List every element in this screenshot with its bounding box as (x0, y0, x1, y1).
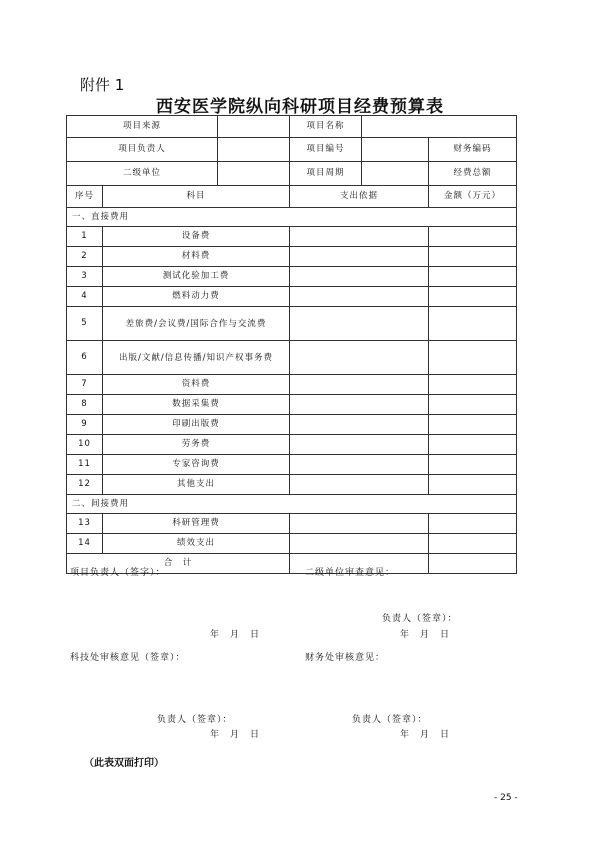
row-number: 12 (67, 475, 103, 495)
page-title: 西安医学院纵向科研项目经费预算表 (156, 97, 444, 117)
print-note: （此表双面打印） (84, 758, 164, 769)
responsible-signature-label: 负责人（签章）： (382, 614, 458, 624)
row-amount[interactable] (429, 227, 517, 247)
name-value[interactable] (362, 116, 517, 138)
row-amount[interactable] (429, 395, 517, 415)
row-number: 1 (67, 227, 103, 247)
row-number: 5 (67, 307, 103, 341)
row-basis[interactable] (290, 287, 429, 307)
row-amount[interactable] (429, 287, 517, 307)
unit-value[interactable] (218, 162, 290, 186)
row-amount[interactable] (429, 435, 517, 455)
row-amount[interactable] (429, 375, 517, 395)
attachment-label: 附件 1 (80, 76, 125, 94)
date-label: 年 月 日 (400, 630, 451, 640)
budget-row (67, 375, 517, 395)
row-subject: 数据采集费 (103, 395, 290, 415)
row-amount[interactable] (429, 341, 517, 375)
row-amount[interactable] (429, 514, 517, 534)
row-subject: 绩效支出 (103, 534, 290, 554)
row-basis[interactable] (290, 395, 429, 415)
total-cell (429, 162, 517, 186)
leader-value[interactable] (218, 138, 290, 162)
direct-cost-rows (67, 227, 517, 495)
info-row (67, 162, 517, 186)
direct-cost-label: 一、直接费用 (67, 208, 517, 227)
total-row-label: 合 计 (67, 554, 290, 574)
budget-row (67, 341, 517, 375)
indirect-cost-rows (67, 514, 517, 554)
row-basis[interactable] (290, 307, 429, 341)
responsible-signature-label: 负责人（签章）： (157, 715, 233, 725)
row-number: 14 (67, 534, 103, 554)
responsible-signature-label: 负责人（签章）： (352, 715, 428, 725)
row-subject: 设备费 (103, 227, 290, 247)
budget-row (67, 475, 517, 495)
row-subject: 劳务费 (103, 435, 290, 455)
row-basis[interactable] (290, 534, 429, 554)
row-amount[interactable] (429, 415, 517, 435)
budget-row (67, 287, 517, 307)
header-basis: 支出依据 (290, 186, 429, 208)
budget-row (67, 395, 517, 415)
header-row (67, 186, 517, 208)
row-number: 7 (67, 375, 103, 395)
header-subject: 科目 (103, 186, 290, 208)
finance-office-opinion-label: 财务处审核意见： (305, 653, 386, 663)
row-basis[interactable] (290, 435, 429, 455)
row-subject: 燃料动力费 (103, 287, 290, 307)
row-subject: 科研管理费 (103, 514, 290, 534)
row-basis[interactable] (290, 514, 429, 534)
budget-row (67, 247, 517, 267)
row-subject: 其他支出 (103, 475, 290, 495)
total-label: 经费总额 (453, 168, 492, 178)
budget-row (67, 227, 517, 247)
budget-row (67, 455, 517, 475)
page-number: - 25 - (494, 793, 518, 803)
row-basis[interactable] (290, 375, 429, 395)
row-number: 3 (67, 267, 103, 287)
row-basis[interactable] (290, 475, 429, 495)
total-amount[interactable] (429, 554, 517, 574)
section-row (67, 208, 517, 227)
row-basis[interactable] (290, 247, 429, 267)
budget-row (67, 514, 517, 534)
row-basis[interactable] (290, 455, 429, 475)
code-label: 项目编号 (290, 138, 362, 162)
indirect-cost-label: 二、间接费用 (67, 495, 517, 514)
budget-row (67, 415, 517, 435)
date-label: 年 月 日 (210, 630, 261, 640)
row-number: 9 (67, 415, 103, 435)
row-basis[interactable] (290, 415, 429, 435)
row-number: 11 (67, 455, 103, 475)
fin-code-label: 财务编码 (453, 144, 492, 154)
unit-opinion-label: 二级单位审查意见： (305, 568, 396, 578)
period-value[interactable] (362, 162, 429, 186)
row-number: 4 (67, 287, 103, 307)
source-value[interactable] (218, 116, 290, 138)
date-label: 年 月 日 (400, 730, 451, 740)
row-basis[interactable] (290, 341, 429, 375)
code-value[interactable] (362, 138, 429, 162)
row-amount[interactable] (429, 307, 517, 341)
leader-signature-label: 项目负责人（签字）： (70, 568, 166, 578)
row-number: 6 (67, 341, 103, 375)
row-amount[interactable] (429, 534, 517, 554)
row-subject: 差旅费/会议费/国际合作与交流费 (103, 307, 290, 341)
fin-code-cell (429, 138, 517, 162)
row-subject: 材料费 (103, 247, 290, 267)
row-amount[interactable] (429, 247, 517, 267)
budget-table (66, 115, 517, 574)
header-amount: 金额（万元） (429, 186, 517, 208)
row-number: 2 (67, 247, 103, 267)
name-label: 项目名称 (290, 116, 362, 138)
budget-row (67, 267, 517, 287)
row-basis[interactable] (290, 227, 429, 247)
sci-office-opinion-label: 科技处审核意见（签章）： (70, 653, 186, 663)
period-label: 项目周期 (290, 162, 362, 186)
date-label: 年 月 日 (210, 730, 261, 740)
budget-row (67, 435, 517, 455)
unit-label: 二级单位 (67, 162, 218, 186)
header-no: 序号 (67, 186, 103, 208)
row-number: 13 (67, 514, 103, 534)
row-subject: 印刷出版费 (103, 415, 290, 435)
leader-label: 项目负责人 (67, 138, 218, 162)
row-subject: 资料费 (103, 375, 290, 395)
row-amount[interactable] (429, 455, 517, 475)
budget-row (67, 307, 517, 341)
row-subject: 出版/文献/信息传播/知识产权事务费 (103, 341, 290, 375)
info-row (67, 116, 517, 138)
row-basis[interactable] (290, 267, 429, 287)
row-amount[interactable] (429, 475, 517, 495)
section-row (67, 495, 517, 514)
row-subject: 测试化验加工费 (103, 267, 290, 287)
row-subject: 专家咨询费 (103, 455, 290, 475)
budget-row (67, 534, 517, 554)
row-number: 10 (67, 435, 103, 455)
info-row (67, 138, 517, 162)
row-amount[interactable] (429, 267, 517, 287)
source-label: 项目来源 (67, 116, 218, 138)
row-number: 8 (67, 395, 103, 415)
